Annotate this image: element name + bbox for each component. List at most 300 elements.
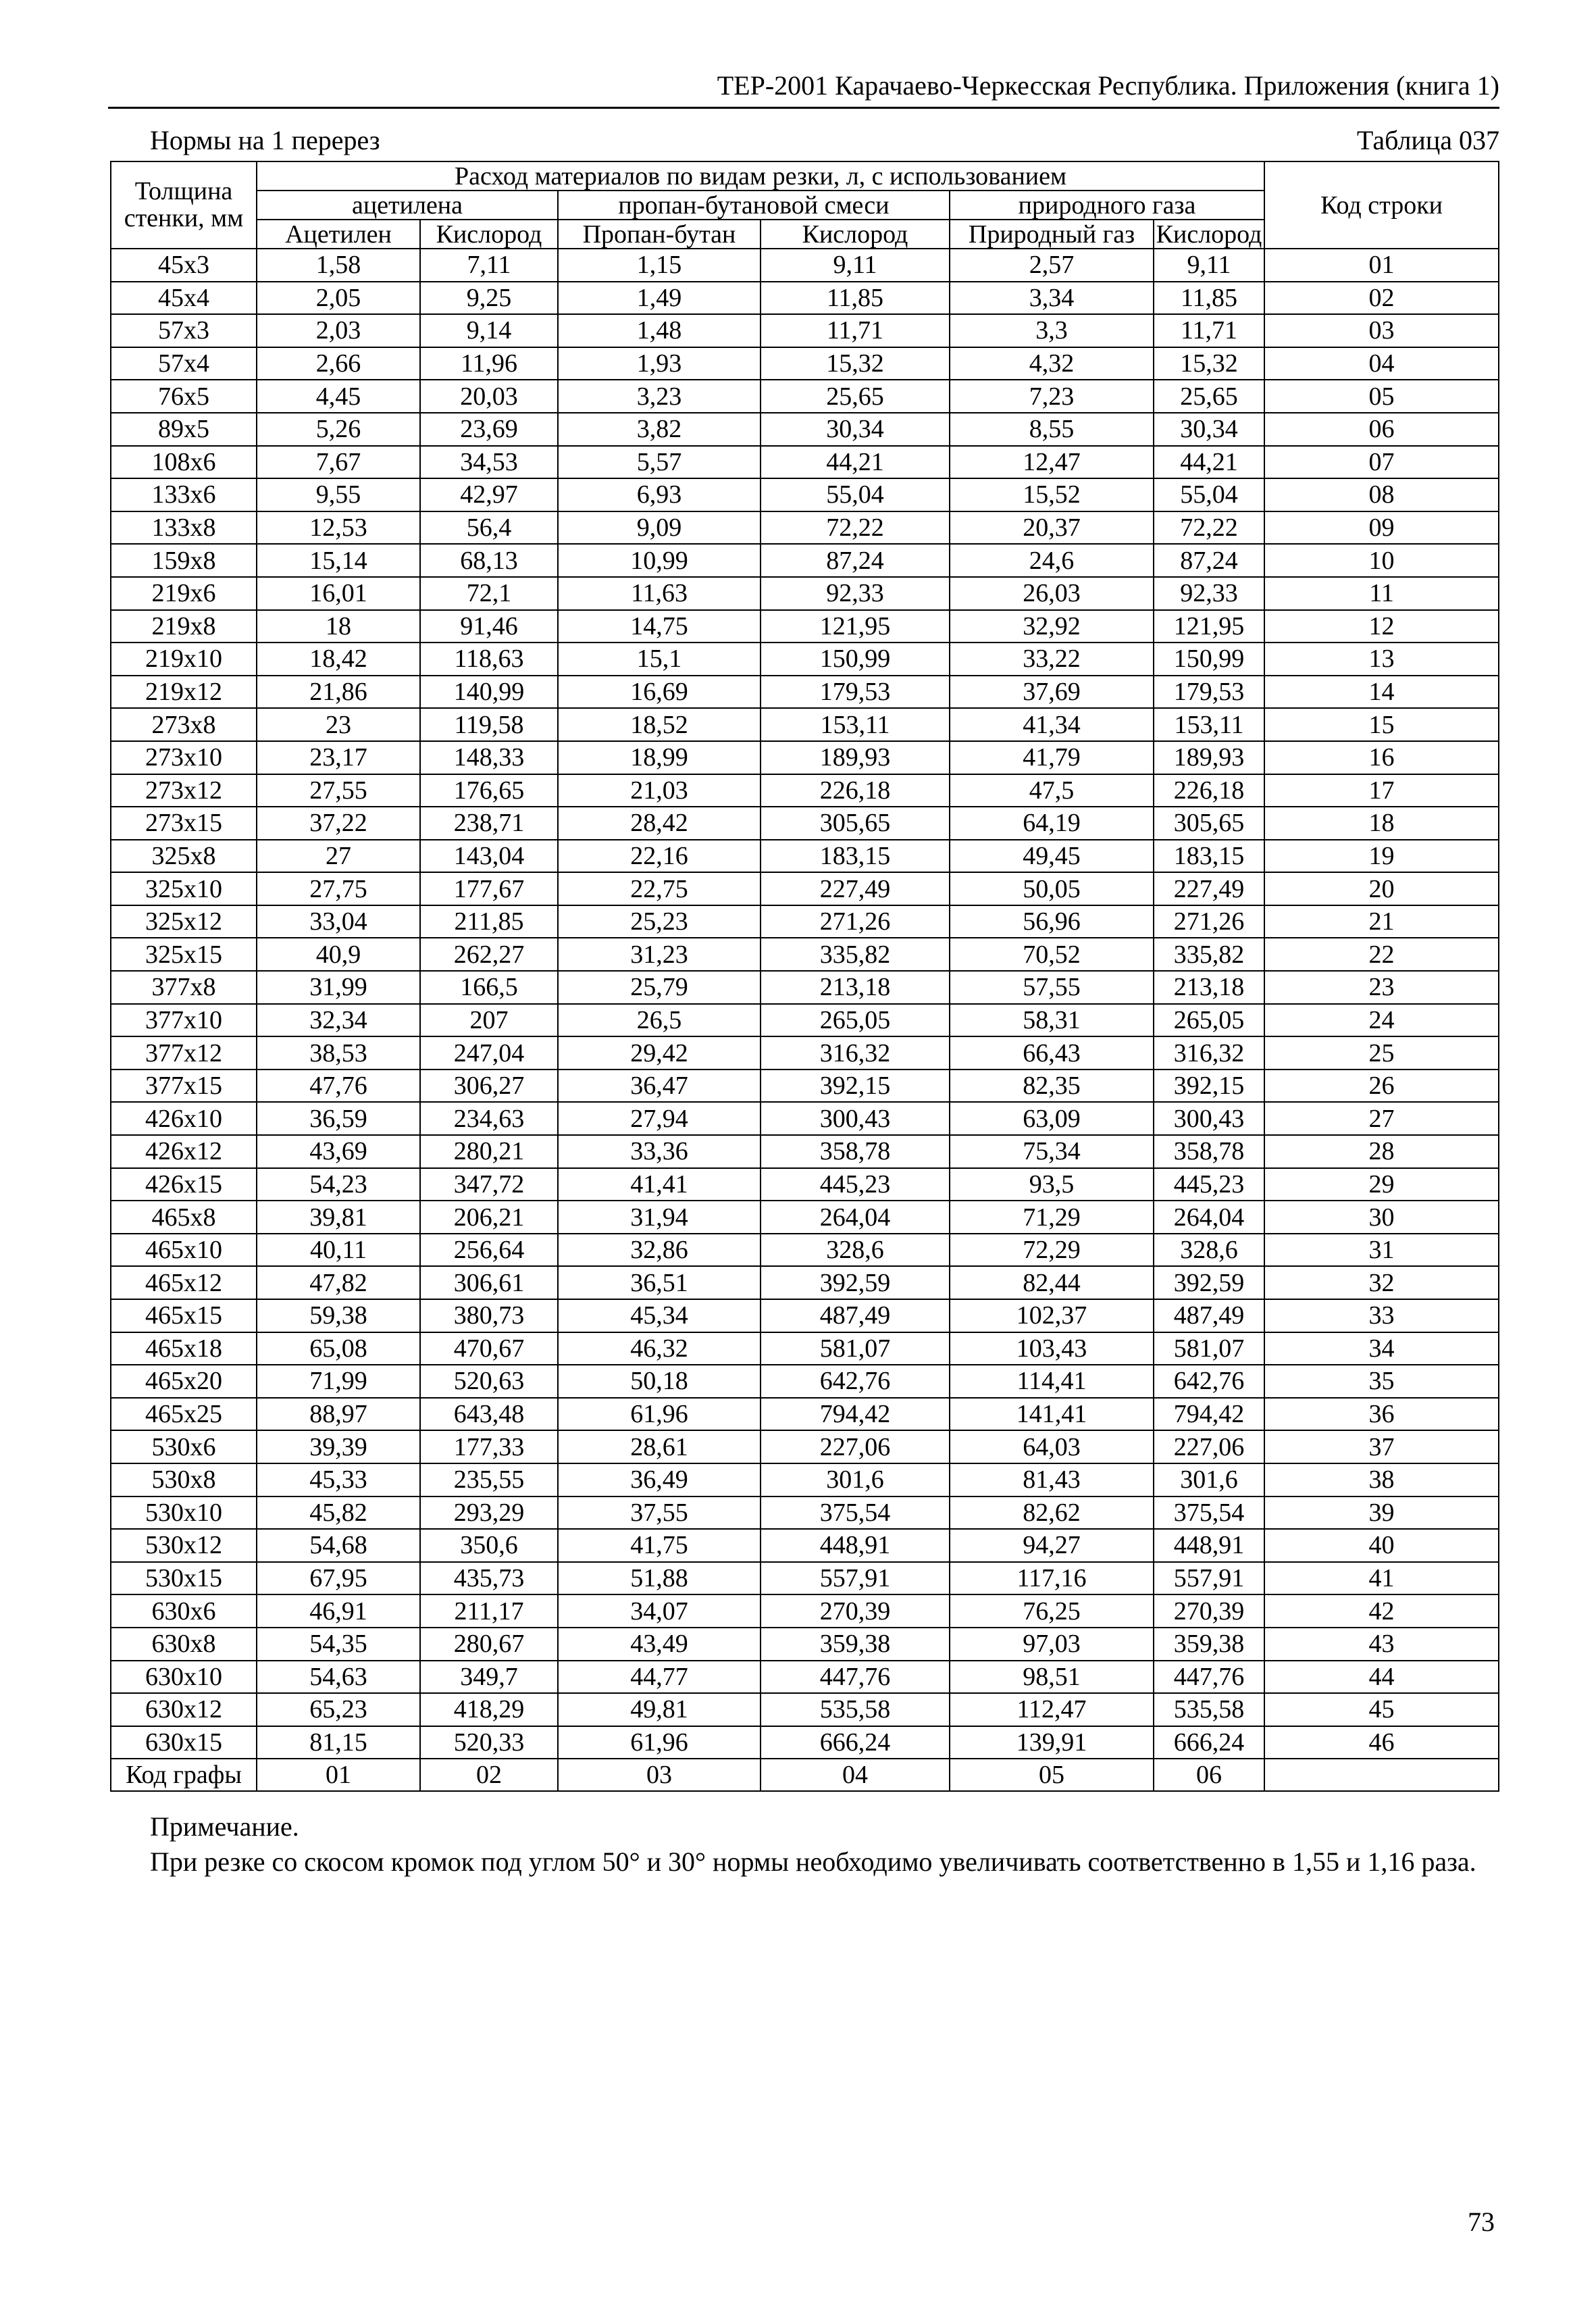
row-code-cell: 22 — [1264, 938, 1499, 971]
column-code-cell: 06 — [1154, 1759, 1264, 1791]
value-cell: 42,97 — [420, 478, 558, 511]
column-code-cell: 01 — [257, 1759, 420, 1791]
value-cell: 20,03 — [420, 380, 558, 413]
value-cell: 39,39 — [257, 1430, 420, 1463]
value-cell: 349,7 — [420, 1661, 558, 1694]
value-cell: 347,72 — [420, 1168, 558, 1201]
row-code-cell: 02 — [1264, 282, 1499, 315]
value-cell: 61,96 — [558, 1726, 761, 1759]
thickness-cell: 273x12 — [111, 774, 257, 807]
table-row — [111, 807, 1499, 840]
table-row — [111, 1628, 1499, 1661]
value-cell: 27,55 — [257, 774, 420, 807]
table-row — [111, 347, 1499, 380]
value-cell: 794,42 — [1154, 1398, 1264, 1431]
value-cell: 177,67 — [420, 872, 558, 905]
value-cell: 121,95 — [761, 610, 950, 643]
column-code-cell: 03 — [558, 1759, 761, 1791]
value-cell: 293,29 — [420, 1496, 558, 1530]
column-header: Пропан-бутан — [558, 220, 761, 249]
value-cell: 9,11 — [1154, 249, 1264, 282]
value-cell: 520,33 — [420, 1726, 558, 1759]
thickness-cell: 325x15 — [111, 938, 257, 971]
value-cell: 316,32 — [1154, 1036, 1264, 1070]
value-cell: 1,15 — [558, 249, 761, 282]
thickness-cell: 530x6 — [111, 1430, 257, 1463]
value-cell: 63,09 — [950, 1102, 1154, 1135]
value-cell: 557,91 — [1154, 1562, 1264, 1595]
value-cell: 235,55 — [420, 1463, 558, 1496]
value-cell: 5,57 — [558, 446, 761, 479]
table-row — [111, 971, 1499, 1004]
column-header: Природный газ — [950, 220, 1154, 249]
value-cell: 18,99 — [558, 741, 761, 774]
value-cell: 234,63 — [420, 1102, 558, 1135]
thickness-cell: 426x12 — [111, 1135, 257, 1168]
norms-caption: Нормы на 1 перерез — [150, 125, 380, 155]
column-header: Кислород — [761, 220, 950, 249]
column-code-row — [111, 1759, 1499, 1791]
table-row — [111, 380, 1499, 413]
value-cell: 92,33 — [761, 577, 950, 610]
value-cell: 211,85 — [420, 905, 558, 938]
table-row — [111, 1496, 1499, 1530]
value-cell: 103,43 — [950, 1332, 1154, 1365]
thickness-cell: 465x8 — [111, 1201, 257, 1234]
value-cell: 226,18 — [1154, 774, 1264, 807]
value-cell: 189,93 — [1154, 741, 1264, 774]
table-row — [111, 1726, 1499, 1759]
table-row — [111, 1299, 1499, 1332]
value-cell: 280,21 — [420, 1135, 558, 1168]
value-cell: 11,71 — [1154, 314, 1264, 347]
value-cell: 44,21 — [761, 446, 950, 479]
value-cell: 9,55 — [257, 478, 420, 511]
value-cell: 50,18 — [558, 1365, 761, 1398]
value-cell: 15,1 — [558, 643, 761, 676]
row-code-cell: 04 — [1264, 347, 1499, 380]
row-code-cell: 17 — [1264, 774, 1499, 807]
thickness-cell: 426x10 — [111, 1102, 257, 1135]
thickness-cell: 219x12 — [111, 676, 257, 709]
column-header: Кислород — [420, 220, 558, 249]
table-row — [111, 413, 1499, 446]
value-cell: 11,96 — [420, 347, 558, 380]
row-code-cell: 27 — [1264, 1102, 1499, 1135]
value-cell: 306,27 — [420, 1070, 558, 1103]
value-cell: 39,81 — [257, 1201, 420, 1234]
thickness-cell: 57x4 — [111, 347, 257, 380]
value-cell: 11,85 — [1154, 282, 1264, 315]
value-cell: 50,05 — [950, 872, 1154, 905]
value-cell: 213,18 — [761, 971, 950, 1004]
table-row — [111, 741, 1499, 774]
thickness-cell: 325x10 — [111, 872, 257, 905]
acetylene-group-header: ацетилена — [257, 191, 558, 220]
value-cell: 1,48 — [558, 314, 761, 347]
value-cell: 121,95 — [1154, 610, 1264, 643]
value-cell: 33,36 — [558, 1135, 761, 1168]
table-row — [111, 1168, 1499, 1201]
value-cell: 5,26 — [257, 413, 420, 446]
value-cell: 15,32 — [1154, 347, 1264, 380]
value-cell: 55,04 — [761, 478, 950, 511]
value-cell: 72,1 — [420, 577, 558, 610]
value-cell: 46,91 — [257, 1594, 420, 1628]
value-cell: 34,07 — [558, 1594, 761, 1628]
value-cell: 470,67 — [420, 1332, 558, 1365]
value-cell: 375,54 — [761, 1496, 950, 1530]
value-cell: 82,62 — [950, 1496, 1154, 1530]
value-cell: 150,99 — [1154, 643, 1264, 676]
value-cell: 18,52 — [558, 708, 761, 741]
row-code-cell: 13 — [1264, 643, 1499, 676]
thickness-cell: 630x15 — [111, 1726, 257, 1759]
row-code-cell: 45 — [1264, 1693, 1499, 1726]
value-cell: 66,43 — [950, 1036, 1154, 1070]
value-cell: 64,03 — [950, 1430, 1154, 1463]
value-cell: 3,82 — [558, 413, 761, 446]
value-cell: 177,33 — [420, 1430, 558, 1463]
value-cell: 36,51 — [558, 1266, 761, 1299]
value-cell: 227,06 — [761, 1430, 950, 1463]
row-code-cell: 38 — [1264, 1463, 1499, 1496]
value-cell: 70,52 — [950, 938, 1154, 971]
row-code-cell: 40 — [1264, 1529, 1499, 1562]
value-cell: 305,65 — [761, 807, 950, 840]
running-title: ТЕР-2001 Карачаево-Черкесская Республика. Приложения (книга 1) — [717, 70, 1499, 101]
thickness-cell: 377x8 — [111, 971, 257, 1004]
value-cell: 33,22 — [950, 643, 1154, 676]
value-cell: 54,68 — [257, 1529, 420, 1562]
value-cell: 10,99 — [558, 544, 761, 577]
thickness-cell: 273x15 — [111, 807, 257, 840]
value-cell: 8,55 — [950, 413, 1154, 446]
row-code-cell: 15 — [1264, 708, 1499, 741]
thickness-cell: 377x12 — [111, 1036, 257, 1070]
value-cell: 153,11 — [1154, 708, 1264, 741]
table-row — [111, 774, 1499, 807]
value-cell: 119,58 — [420, 708, 558, 741]
value-cell: 183,15 — [1154, 840, 1264, 873]
row-code-cell: 19 — [1264, 840, 1499, 873]
value-cell: 37,55 — [558, 1496, 761, 1530]
thickness-cell: 465x12 — [111, 1266, 257, 1299]
value-cell: 487,49 — [761, 1299, 950, 1332]
value-cell: 270,39 — [761, 1594, 950, 1628]
value-cell: 794,42 — [761, 1398, 950, 1431]
value-cell: 316,32 — [761, 1036, 950, 1070]
table-row — [111, 1201, 1499, 1234]
value-cell: 16,69 — [558, 676, 761, 709]
value-cell: 206,21 — [420, 1201, 558, 1234]
value-cell: 15,14 — [257, 544, 420, 577]
value-cell: 41,79 — [950, 741, 1154, 774]
value-cell: 3,23 — [558, 380, 761, 413]
value-cell: 3,3 — [950, 314, 1154, 347]
value-cell: 102,37 — [950, 1299, 1154, 1332]
row-code-cell: 30 — [1264, 1201, 1499, 1234]
value-cell: 23 — [257, 708, 420, 741]
value-cell: 179,53 — [761, 676, 950, 709]
row-code-cell: 26 — [1264, 1070, 1499, 1103]
value-cell: 25,65 — [1154, 380, 1264, 413]
value-cell: 32,34 — [257, 1004, 420, 1037]
value-cell: 44,21 — [1154, 446, 1264, 479]
value-cell: 666,24 — [761, 1726, 950, 1759]
value-cell: 350,6 — [420, 1529, 558, 1562]
value-cell: 97,03 — [950, 1628, 1154, 1661]
value-cell: 270,39 — [1154, 1594, 1264, 1628]
table-row — [111, 1070, 1499, 1103]
value-cell: 36,49 — [558, 1463, 761, 1496]
value-cell: 41,41 — [558, 1168, 761, 1201]
value-cell: 238,71 — [420, 807, 558, 840]
row-code-cell: 23 — [1264, 971, 1499, 1004]
value-cell: 15,32 — [761, 347, 950, 380]
value-cell: 47,82 — [257, 1266, 420, 1299]
value-cell: 557,91 — [761, 1562, 950, 1595]
row-code-cell: 21 — [1264, 905, 1499, 938]
value-cell: 265,05 — [761, 1004, 950, 1037]
thickness-cell: 530x10 — [111, 1496, 257, 1530]
row-code-cell: 43 — [1264, 1628, 1499, 1661]
value-cell: 358,78 — [1154, 1135, 1264, 1168]
value-cell: 40,9 — [257, 938, 420, 971]
value-cell: 392,15 — [761, 1070, 950, 1103]
row-code-cell: 39 — [1264, 1496, 1499, 1530]
value-cell: 32,86 — [558, 1234, 761, 1267]
value-cell: 380,73 — [420, 1299, 558, 1332]
value-cell: 11,71 — [761, 314, 950, 347]
thickness-cell: 219x6 — [111, 577, 257, 610]
value-cell: 40,11 — [257, 1234, 420, 1267]
value-cell: 6,93 — [558, 478, 761, 511]
value-cell: 72,29 — [950, 1234, 1154, 1267]
value-cell: 7,67 — [257, 446, 420, 479]
thickness-cell: 325x12 — [111, 905, 257, 938]
thickness-cell: 325x8 — [111, 840, 257, 873]
thickness-cell: 630x8 — [111, 1628, 257, 1661]
value-cell: 30,34 — [761, 413, 950, 446]
row-code-header: Код строки — [1264, 161, 1499, 249]
thickness-cell: 133x6 — [111, 478, 257, 511]
value-cell: 227,49 — [761, 872, 950, 905]
value-cell: 26,5 — [558, 1004, 761, 1037]
value-cell: 2,66 — [257, 347, 420, 380]
value-cell: 1,58 — [257, 249, 420, 282]
table-row — [111, 282, 1499, 315]
value-cell: 54,35 — [257, 1628, 420, 1661]
row-code-cell: 09 — [1264, 511, 1499, 545]
value-cell: 9,25 — [420, 282, 558, 315]
value-cell: 44,77 — [558, 1661, 761, 1694]
value-cell: 51,88 — [558, 1562, 761, 1595]
value-cell: 179,53 — [1154, 676, 1264, 709]
value-cell: 22,16 — [558, 840, 761, 873]
value-cell: 45,34 — [558, 1299, 761, 1332]
thickness-cell: 465x15 — [111, 1299, 257, 1332]
value-cell: 75,34 — [950, 1135, 1154, 1168]
value-cell: 47,76 — [257, 1070, 420, 1103]
value-cell: 300,43 — [1154, 1102, 1264, 1135]
value-cell: 15,52 — [950, 478, 1154, 511]
table-head — [111, 161, 1499, 249]
value-cell: 34,53 — [420, 446, 558, 479]
value-cell: 139,91 — [950, 1726, 1154, 1759]
column-code-cell: 02 — [420, 1759, 558, 1791]
value-cell: 264,04 — [1154, 1201, 1264, 1234]
value-cell: 81,43 — [950, 1463, 1154, 1496]
value-cell: 520,63 — [420, 1365, 558, 1398]
value-cell: 143,04 — [420, 840, 558, 873]
value-cell: 7,23 — [950, 380, 1154, 413]
thickness-cell: 465x25 — [111, 1398, 257, 1431]
value-cell: 54,23 — [257, 1168, 420, 1201]
value-cell: 271,26 — [761, 905, 950, 938]
value-cell: 20,37 — [950, 511, 1154, 545]
value-cell: 11,85 — [761, 282, 950, 315]
table-row — [111, 1135, 1499, 1168]
value-cell: 265,05 — [1154, 1004, 1264, 1037]
value-cell: 535,58 — [1154, 1693, 1264, 1726]
value-cell: 98,51 — [950, 1661, 1154, 1694]
value-cell: 22,75 — [558, 872, 761, 905]
value-cell: 36,47 — [558, 1070, 761, 1103]
value-cell: 4,32 — [950, 347, 1154, 380]
value-cell: 306,61 — [420, 1266, 558, 1299]
thickness-cell: 426x15 — [111, 1168, 257, 1201]
value-cell: 94,27 — [950, 1529, 1154, 1562]
value-cell: 92,33 — [1154, 577, 1264, 610]
value-cell: 45,33 — [257, 1463, 420, 1496]
value-cell: 71,29 — [950, 1201, 1154, 1234]
note-title: Примечание. — [150, 1811, 299, 1842]
value-cell: 150,99 — [761, 643, 950, 676]
value-cell: 114,41 — [950, 1365, 1154, 1398]
value-cell: 227,06 — [1154, 1430, 1264, 1463]
value-cell: 335,82 — [761, 938, 950, 971]
column-code-cell: 05 — [950, 1759, 1154, 1791]
value-cell: 87,24 — [761, 544, 950, 577]
value-cell: 61,96 — [558, 1398, 761, 1431]
thickness-cell: 133x8 — [111, 511, 257, 545]
value-cell: 23,17 — [257, 741, 420, 774]
row-code-cell: 14 — [1264, 676, 1499, 709]
value-cell: 91,46 — [420, 610, 558, 643]
table-row — [111, 314, 1499, 347]
value-cell: 47,5 — [950, 774, 1154, 807]
value-cell: 359,38 — [1154, 1628, 1264, 1661]
value-cell: 46,32 — [558, 1332, 761, 1365]
thickness-cell: 377x15 — [111, 1070, 257, 1103]
row-code-cell: 25 — [1264, 1036, 1499, 1070]
thickness-header: Толщина стенки, мм — [111, 161, 257, 249]
value-cell: 112,47 — [950, 1693, 1154, 1726]
value-cell: 58,31 — [950, 1004, 1154, 1037]
row-code-cell: 36 — [1264, 1398, 1499, 1431]
thickness-cell: 465x18 — [111, 1332, 257, 1365]
value-cell: 7,11 — [420, 249, 558, 282]
value-cell: 37,69 — [950, 676, 1154, 709]
table-row — [111, 872, 1499, 905]
thickness-cell: 57x3 — [111, 314, 257, 347]
value-cell: 11,63 — [558, 577, 761, 610]
table-row — [111, 1398, 1499, 1431]
row-code-cell: 42 — [1264, 1594, 1499, 1628]
table-row — [111, 577, 1499, 610]
value-cell: 65,08 — [257, 1332, 420, 1365]
value-cell: 487,49 — [1154, 1299, 1264, 1332]
column-code-cell — [1264, 1759, 1499, 1791]
row-code-cell: 18 — [1264, 807, 1499, 840]
value-cell: 54,63 — [257, 1661, 420, 1694]
value-cell: 301,6 — [761, 1463, 950, 1496]
thickness-cell: 159x8 — [111, 544, 257, 577]
value-cell: 43,49 — [558, 1628, 761, 1661]
value-cell: 81,15 — [257, 1726, 420, 1759]
value-cell: 211,17 — [420, 1594, 558, 1628]
value-cell: 328,6 — [1154, 1234, 1264, 1267]
value-cell: 9,11 — [761, 249, 950, 282]
table-row — [111, 1562, 1499, 1595]
value-cell: 183,15 — [761, 840, 950, 873]
running-header — [108, 65, 1499, 109]
row-code-cell: 33 — [1264, 1299, 1499, 1332]
value-cell: 301,6 — [1154, 1463, 1264, 1496]
column-code-label: Код графы — [111, 1759, 257, 1791]
table-row — [111, 478, 1499, 511]
value-cell: 3,34 — [950, 282, 1154, 315]
value-cell: 2,03 — [257, 314, 420, 347]
value-cell: 27,94 — [558, 1102, 761, 1135]
thickness-cell: 108x6 — [111, 446, 257, 479]
value-cell: 448,91 — [1154, 1529, 1264, 1562]
value-cell: 271,26 — [1154, 905, 1264, 938]
value-cell: 31,94 — [558, 1201, 761, 1234]
value-cell: 117,16 — [950, 1562, 1154, 1595]
table-row — [111, 1661, 1499, 1694]
table-row — [111, 1594, 1499, 1628]
table-row — [111, 446, 1499, 479]
value-cell: 448,91 — [761, 1529, 950, 1562]
column-header: Ацетилен — [257, 220, 420, 249]
table-row — [111, 643, 1499, 676]
row-code-cell: 34 — [1264, 1332, 1499, 1365]
page-number: 73 — [1468, 2207, 1495, 2237]
value-cell: 30,34 — [1154, 413, 1264, 446]
value-cell: 88,97 — [257, 1398, 420, 1431]
table-caption-row — [150, 124, 1499, 161]
value-cell: 445,23 — [761, 1168, 950, 1201]
value-cell: 27 — [257, 840, 420, 873]
value-cell: 37,22 — [257, 807, 420, 840]
row-code-cell: 03 — [1264, 314, 1499, 347]
value-cell: 447,76 — [1154, 1661, 1264, 1694]
norms-table — [110, 161, 1499, 1792]
row-code-cell: 12 — [1264, 610, 1499, 643]
row-code-cell: 41 — [1264, 1562, 1499, 1595]
value-cell: 56,4 — [420, 511, 558, 545]
value-cell: 189,93 — [761, 741, 950, 774]
value-cell: 4,45 — [257, 380, 420, 413]
value-cell: 435,73 — [420, 1562, 558, 1595]
value-cell: 93,5 — [950, 1168, 1154, 1201]
value-cell: 43,69 — [257, 1135, 420, 1168]
value-cell: 9,14 — [420, 314, 558, 347]
value-cell: 305,65 — [1154, 807, 1264, 840]
table-row — [111, 1036, 1499, 1070]
